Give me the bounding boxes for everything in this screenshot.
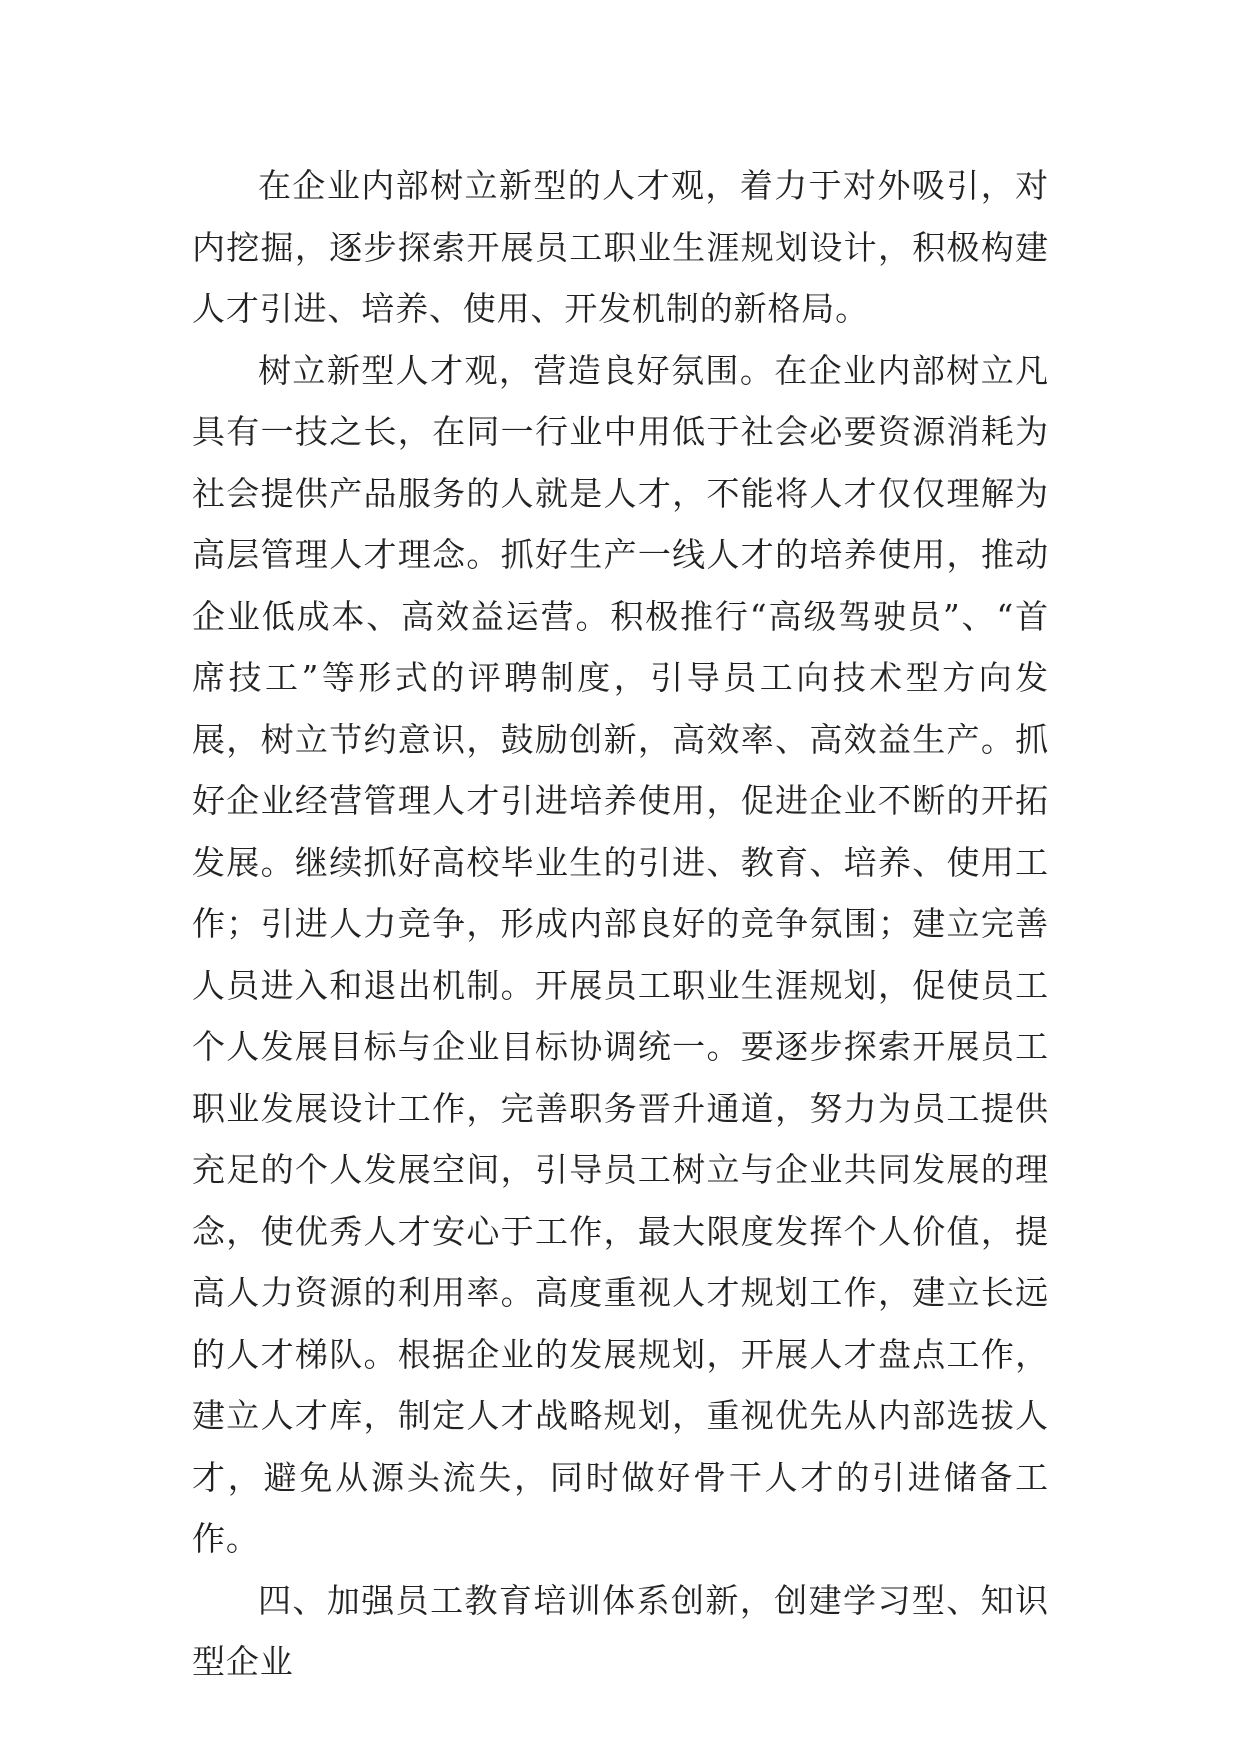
paragraph-intro: 在企业内部树立新型的人才观，着力于对外吸引，对内挖掘，逐步探索开展员工职业生涯规划设计，积极构建人才引进、培养、使用、开发机制的新格局。	[192, 166, 1049, 328]
document-body	[192, 155, 1049, 1693]
section-heading-training: 四、加强员工教育培训体系创新，创建学习型、知识型企业	[192, 1580, 1049, 1681]
paragraph-talent-concept: 树立新型人才观，营造良好氛围。在企业内部树立凡具有一技之长，在同一行业中用低于社会必要资源消耗为社会提供产品服务的人就是人才，不能将人才仅仅理解为高层管理人才理念。抓好生产一线人才的培养使用，推动企业低成本、高效益运营。积极推行“高级驾驶员”、“首席技工”等形式的评聘制度，引导员工向技术型方向发展，树立节约意识，鼓励创新，高效率、高效益生产。抓好企业经营管理人才引进培养使用，促进企业不断的开拓发展。继续抓好高校毕业生的引进、教育、培养、使用工作；引进人力竞争，形成内部良好的竞争氛围；建立完善人员进入和退出机制。开展员工职业生涯规划，促使员工个人发展目标与企业目标协调统一。要逐步探索开展员工职业发展设计工作，完善职务晋升通道，努力为员工提供充足的个人发展空间，引导员工树立与企业共同发展的理念，使优秀人才安心于工作，最大限度发挥个人价值，提高人力资源的利用率。高度重视人才规划工作，建立长远的人才梯队。根据企业的发展规划，开展人才盘点工作，建立人才库，制定人才战略规划，重视优先从内部选拔人才，避免从源头流失，同时做好骨干人才的引进储备工作。	[192, 350, 1049, 1558]
